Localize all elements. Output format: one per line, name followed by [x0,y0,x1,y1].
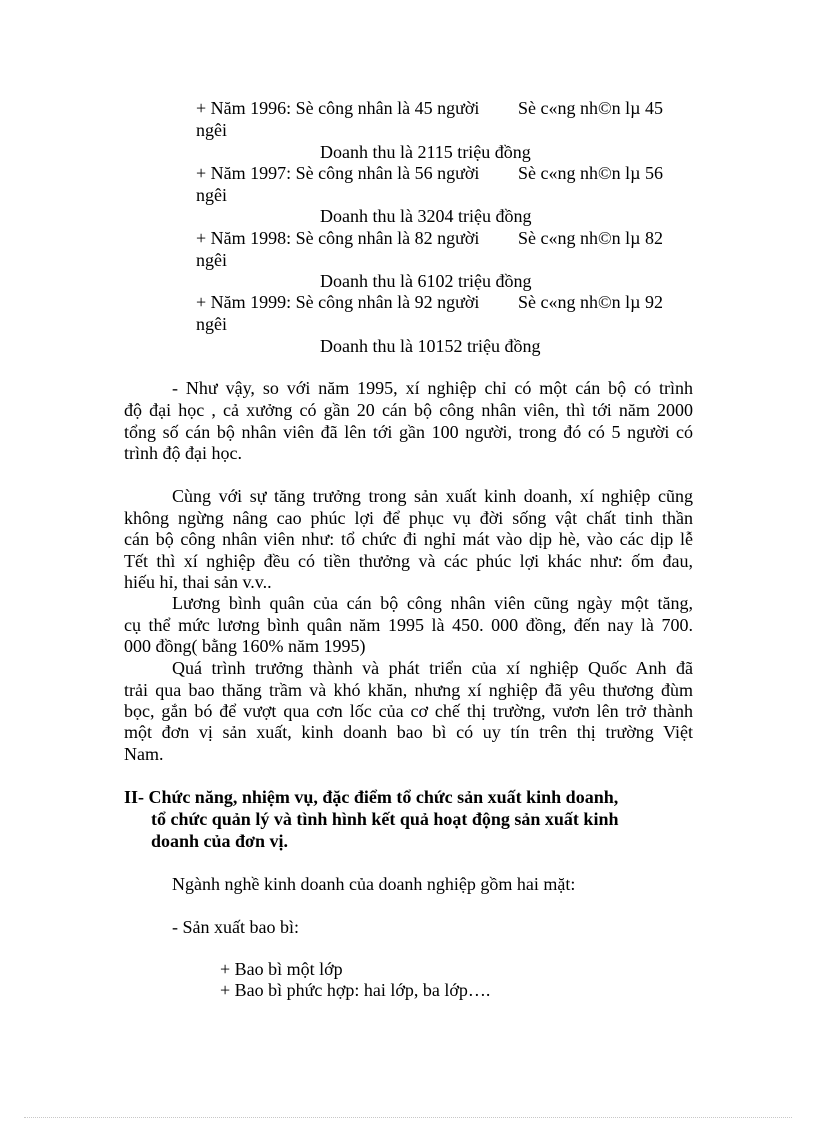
packaging-item: + Bao bì một lớp [220,959,343,979]
stat-year-line: + Năm 1999: Sè công nhân là 92 người [196,292,480,312]
paragraph-line: không ngừng nâng cao phúc lợi để phục vụ đời sống vật chất tinh thần [124,508,693,528]
paragraph-line: bọc, gắn bó để vượt qua cơn lốc của cơ chế thị trường, vươn lên trở thành [124,701,693,721]
stat-garbled-text: Sè c«ng nh©n lµ 82 [518,228,664,248]
stat-year-line: + Năm 1996: Sè công nhân là 45 người [196,98,480,118]
packaging-item: + Bao bì phức hợp: hai lớp, ba lớp…. [220,980,491,1000]
stat-revenue: Doanh thu là 2115 triệu đồng [320,142,531,162]
stat-revenue: Doanh thu là 6102 triệu đồng [320,271,532,291]
business-intro: Ngành nghề kinh doanh của doanh nghiệp gồm hai mặt: [172,874,576,894]
paragraph-line: độ đại học , cả xưởng có gần 20 cán bộ công nhân viên, thì tới năm 2000 [124,400,693,420]
paragraph-line: một đơn vị sản xuất, kinh doanh bao bì có uy tín trên thị trường Việt [124,722,693,742]
paragraph-line: tổng số cán bộ nhân viên đã lên tới gần 100 người, trong đó có 5 người có [124,422,693,442]
paragraph-line: Nam. [124,744,164,764]
heading-line: II- Chức năng, nhiệm vụ, đặc điểm tổ chức sản xuất kinh doanh, [124,787,619,807]
stat-year-line: + Năm 1997: Sè công nhân là 56 người [196,163,480,183]
packaging-label: - Sản xuất bao bì: [172,917,299,937]
heading-line: tổ chức quản lý và tình hình kết quả hoạt động sản xuất kinh [151,809,619,829]
paragraph-line: Cùng với sự tăng trưởng trong sản xuất kinh doanh, xí nghiệp cũng [172,486,693,506]
page-bottom-rule [24,1117,792,1118]
paragraph-line: trình độ đại học. [124,443,242,463]
stat-continuation: ngêi [196,185,227,205]
stat-continuation: ngêi [196,120,227,140]
paragraph-line: hiếu hỉ, thai sản v.v.. [124,572,272,592]
stat-garbled-text: Sè c«ng nh©n lµ 92 [518,292,664,312]
paragraph-line: Lương bình quân của cán bộ công nhân viên cũng ngày một tăng, [172,593,693,613]
paragraph-line: Quá trình trưởng thành và phát triển của xí nghiệp Quốc Anh đã [172,658,693,678]
stat-continuation: ngêi [196,250,227,270]
heading-line: doanh của đơn vị. [151,831,289,851]
stat-year-line: + Năm 1998: Sè công nhân là 82 người [196,228,480,248]
paragraph-line: 000 đồng( bằng 160% năm 1995) [124,636,366,656]
stat-revenue: Doanh thu là 10152 triệu đồng [320,336,541,356]
paragraph-line: cán bộ công nhân viên như: tổ chức đi nghỉ mát vào dịp hè, vào các dịp lễ [124,529,693,549]
stat-continuation: ngêi [196,314,227,334]
paragraph-line: - Như vậy, so với năm 1995, xí nghiệp chỉ có một cán bộ có trình [172,378,693,398]
paragraph-line: cụ thể mức lương bình quân năm 1995 là 450. 000 đồng, đến nay là 700. [124,615,693,635]
paragraph-line: Tết thì xí nghiệp đều có tiền thưởng và các phúc lợi khác như: ốm đau, [124,551,693,571]
paragraph-line: trải qua bao thăng trầm và khó khăn, nhưng xí nghiệp đã yêu thương đùm [124,680,693,700]
stat-garbled-text: Sè c«ng nh©n lµ 56 [518,163,664,183]
stat-garbled-text: Sè c«ng nh©n lµ 45 [518,98,664,118]
stat-revenue: Doanh thu là 3204 triệu đồng [320,206,532,226]
